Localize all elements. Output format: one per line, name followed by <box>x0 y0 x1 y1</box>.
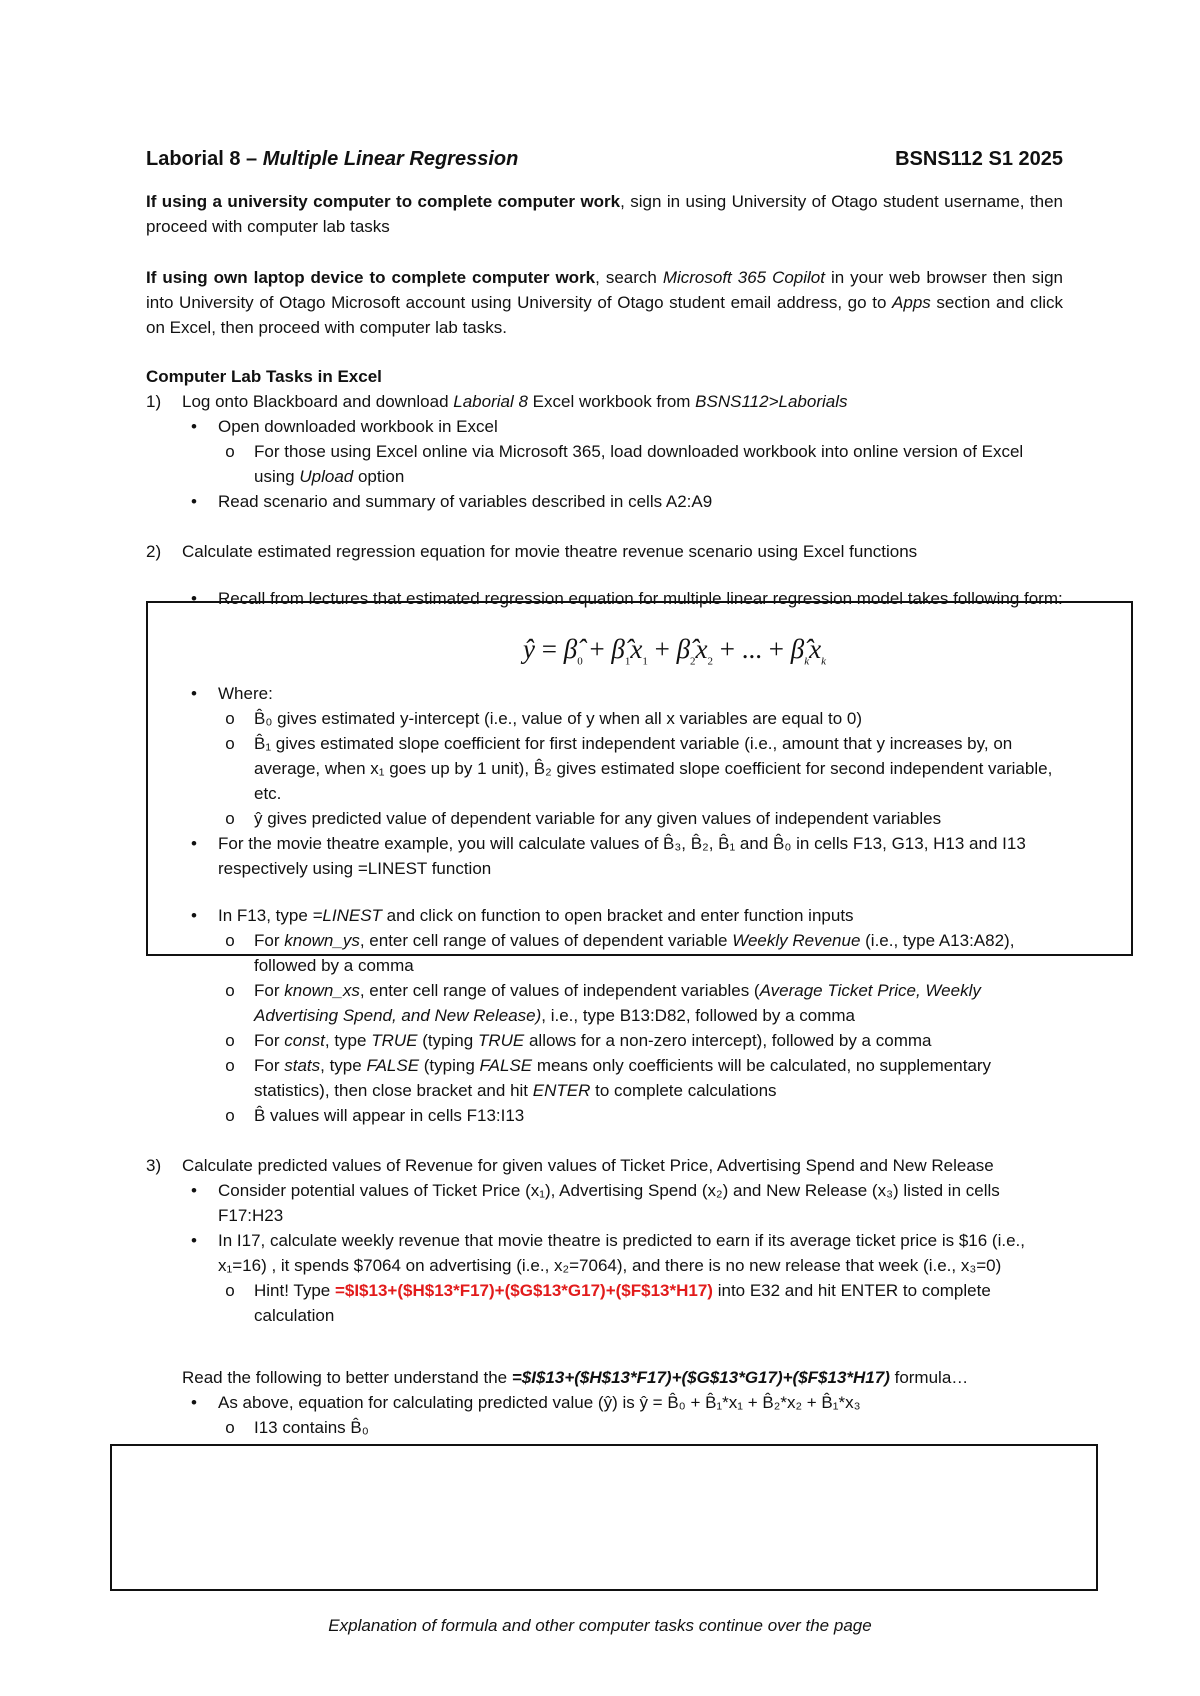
task-3: 3) Calculate predicted values of Revenue for given values of Ticket Price, Advertising Spend and New Release <box>146 1156 994 1175</box>
list-item: • Consider potential values of Ticket Price (x₁), Advertising Spend (x₂) and New Release (x₃) listed in cells F17:H23 <box>191 1181 1000 1225</box>
page-header <box>146 145 1063 173</box>
hint-formula: =$I$13+($H$13*F17)+($G$13*G17)+($F$13*H17) <box>334 1281 713 1300</box>
course-code: BSNS112 S1 2025 <box>895 148 1063 170</box>
list-item: • In F13, type =LINEST and click on function to open bracket and enter function inputs <box>191 906 854 925</box>
list-item: o For known_xs, enter cell range of values of independent variables (Average Ticket Price, Weekly Advertising Spend, and New Release), i.e., type B13:D82, followed by a comma <box>225 981 981 1025</box>
list-item: • Open downloaded workbook in Excel <box>191 417 498 436</box>
list-item: o B̂ values will appear in cells F13:I13 <box>225 1106 525 1125</box>
page-title: Laborial 8 – Multiple Linear Regression <box>146 148 519 170</box>
page-footer-note: Explanation of formula and other computer tasks continue over the page <box>328 1616 872 1635</box>
list-item: o B̂₁ gives estimated slope coefficient for first independent variable (i.e., amount that y increases by, on average, when x₁ goes up by 1 unit), B̂₂ gives estimated slope coefficient for second independent variable, etc. <box>225 734 1053 803</box>
formula-explanation-intro: Read the following to better understand the =$I$13+($H$13*F17)+($G$13*G17)+($F$13*H17) formula… <box>182 1368 969 1387</box>
list-item: o For const, type TRUE (typing TRUE allows for a non-zero intercept), followed by a comma <box>225 1031 932 1050</box>
list-item: o For those using Excel online via Microsoft 365, load downloaded workbook into online version of Excel using Upload option <box>225 442 1024 486</box>
formula-explanation-box <box>110 1444 1098 1591</box>
list-item: o B̂₀ gives estimated y-intercept (i.e., value of y when all x variables are equal to 0) <box>225 709 863 728</box>
regression-equation: ŷ = $\betâ_0$ + $\betâ_1x_1$ + $\betâ_2x_2$ + ... + $\betâ_kx_k$ <box>523 634 826 668</box>
list-item: • Where: <box>191 684 273 703</box>
list-item: o For stats, type FALSE (typing FALSE means only coefficients will be calculated, no supplementary statistics), then close bracket and hit ENTER to complete calculations <box>225 1056 992 1100</box>
list-item: • Recall from lectures that estimated regression equation for multiple linear regression model takes following form: <box>191 589 1063 608</box>
list-item: o Hint! Type =$I$13+($H$13*F17)+($G$13*G17)+($F$13*H17) into E32 and hit ENTER to complete calculation <box>225 1281 991 1325</box>
document-page <box>146 145 1063 1440</box>
list-item: • Read scenario and summary of variables described in cells A2:A9 <box>191 492 713 511</box>
list-item: o I13 contains B̂₀ <box>225 1418 369 1437</box>
list-item: • As above, equation for calculating predicted value (ŷ) is ŷ = B̂₀ + B̂₁*x₁ + B̂₂*x₂ + B̂₁*x₃ <box>191 1393 861 1412</box>
list-item: o For known_ys, enter cell range of values of dependent variable Weekly Revenue (i.e., type A13:A82), followed by a comma <box>225 931 1015 975</box>
laptop-instructions: If using own laptop device to complete computer work, search Microsoft 365 Copilot in your web browser then sign into University of Otago Microsoft account using University of Otago student email address, go to Apps section and click on Excel, then proceed with computer lab tasks. <box>146 268 1064 337</box>
task-2: 2) Calculate estimated regression equation for movie theatre revenue scenario using Excel functions <box>146 542 918 561</box>
list-item: o ŷ gives predicted value of dependent variable for any given values of independent variables <box>225 809 942 828</box>
list-item: • In I17, calculate weekly revenue that movie theatre is predicted to earn if its average ticket price is $16 (i.e., x₁=16) , it spends $7064 on advertising (i.e., x₂=7064), and there is no new release that week (i.e., x₃=0) <box>191 1231 1025 1275</box>
university-computer-instructions: If using a university computer to complete computer work, sign in using University of Otago student username, then proceed with computer lab tasks <box>146 192 1063 236</box>
task-1: 1) Log onto Blackboard and download Laborial 8 Excel workbook from BSNS112>Laborials <box>146 392 848 411</box>
list-item: • For the movie theatre example, you will calculate values of B̂₃, B̂₂, B̂₁ and B̂₀ in cells F13, G13, H13 and I13 respectively using =LINEST function <box>191 834 1026 878</box>
section-title: Computer Lab Tasks in Excel <box>146 367 382 386</box>
